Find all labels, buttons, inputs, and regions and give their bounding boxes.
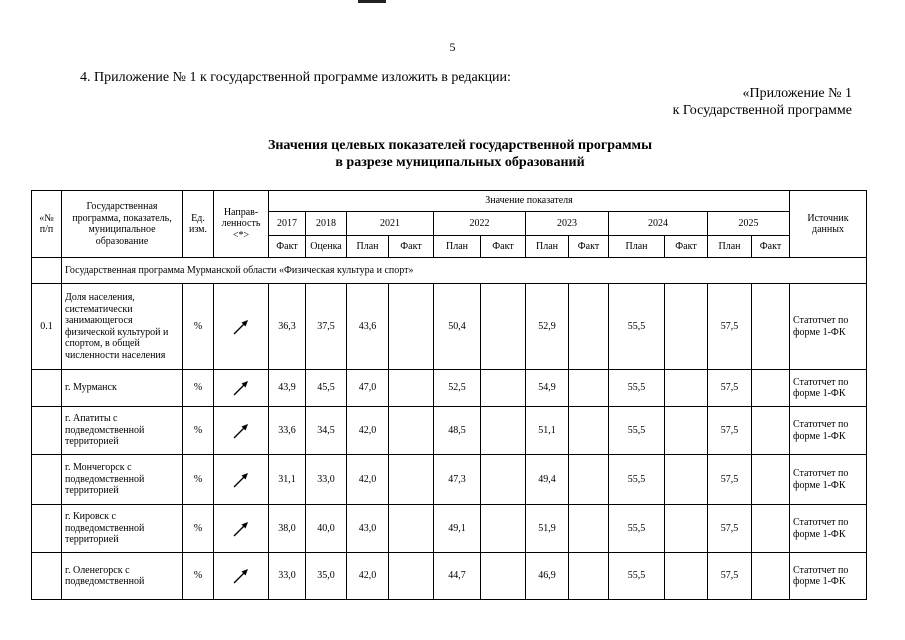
row-name: г. Кировск с подведомственной территорией: [62, 505, 183, 553]
header-sub: Факт: [269, 236, 306, 258]
header-source: Источник данных: [790, 191, 867, 258]
row-num: [32, 455, 62, 505]
header-year: 2025: [708, 212, 790, 236]
row-unit: %: [183, 455, 214, 505]
row-direction: [214, 505, 269, 553]
row-value: [752, 284, 790, 370]
up-right-arrow-icon: [231, 520, 251, 538]
row-source: Статотчет по форме 1-ФК: [790, 553, 867, 600]
header-row-1: [32, 191, 867, 212]
table-row: [32, 407, 867, 455]
header-sub: Факт: [389, 236, 434, 258]
row-value: 36,3: [269, 284, 306, 370]
row-name: г. Оленегорск с подведомственной: [62, 553, 183, 600]
row-value: 52,5: [434, 370, 481, 407]
row-value: [569, 407, 609, 455]
intro-text: 4. Приложение № 1 к государственной программе изложить в редакции:: [80, 70, 511, 85]
row-source: Статотчет по форме 1-ФК: [790, 370, 867, 407]
row-value: 55,5: [609, 370, 665, 407]
row-value: 49,1: [434, 505, 481, 553]
row-direction: [214, 284, 269, 370]
row-value: [752, 455, 790, 505]
row-value: 33,6: [269, 407, 306, 455]
header-sub: Факт: [481, 236, 526, 258]
row-value: [481, 370, 526, 407]
row-source: Статотчет по форме 1-ФК: [790, 505, 867, 553]
row-value: 46,9: [526, 553, 569, 600]
row-source: Статотчет по форме 1-ФК: [790, 455, 867, 505]
row-value: 57,5: [708, 455, 752, 505]
row-value: 47,3: [434, 455, 481, 505]
header-sub: План: [434, 236, 481, 258]
table-row: [32, 505, 867, 553]
row-num: [32, 370, 62, 407]
header-year: 2022: [434, 212, 526, 236]
table-row: [32, 370, 867, 407]
row-value: [665, 284, 708, 370]
row-value: [752, 407, 790, 455]
row-num: [32, 505, 62, 553]
row-source: Статотчет по форме 1-ФК: [790, 284, 867, 370]
row-value: [665, 455, 708, 505]
up-right-arrow-icon: [231, 567, 251, 585]
table-row: [32, 284, 867, 370]
row-num: [32, 407, 62, 455]
row-value: [389, 553, 434, 600]
up-right-arrow-icon: [231, 318, 251, 336]
header-unit: Ед. изм.: [183, 191, 214, 258]
row-value: 57,5: [708, 407, 752, 455]
row-value: [481, 407, 526, 455]
row-value: 38,0: [269, 505, 306, 553]
row-value: 55,5: [609, 407, 665, 455]
row-value: 57,5: [708, 370, 752, 407]
row-value: 37,5: [306, 284, 347, 370]
row-value: 47,0: [347, 370, 389, 407]
header-sub: Оценка: [306, 236, 347, 258]
row-value: [569, 455, 609, 505]
row-value: [752, 505, 790, 553]
table-title-line2: в разрезе муниципальных образований: [335, 155, 585, 170]
row-name: г. Апатиты с подведомственной территорией: [62, 407, 183, 455]
row-name: г. Мончегорск с подведомственной территорией: [62, 455, 183, 505]
row-value: 55,5: [609, 505, 665, 553]
row-direction: [214, 553, 269, 600]
row-value: 43,0: [347, 505, 389, 553]
row-direction: [214, 455, 269, 505]
row-name: г. Мурманск: [62, 370, 183, 407]
row-value: [389, 284, 434, 370]
header-year: 2017: [269, 212, 306, 236]
header-sub: План: [347, 236, 389, 258]
header-direction: Направ-ленность <*>: [214, 191, 269, 258]
row-value: 40,0: [306, 505, 347, 553]
row-value: 55,5: [609, 284, 665, 370]
row-value: [481, 455, 526, 505]
row-value: [665, 370, 708, 407]
row-value: 50,4: [434, 284, 481, 370]
row-value: [389, 505, 434, 553]
row-value: [389, 455, 434, 505]
row-value: 51,9: [526, 505, 569, 553]
header-value-group: Значение показателя: [269, 191, 790, 212]
row-value: [481, 505, 526, 553]
row-value: [569, 284, 609, 370]
header-year: 2021: [347, 212, 434, 236]
row-value: 43,9: [269, 370, 306, 407]
row-value: 51,1: [526, 407, 569, 455]
row-value: 43,6: [347, 284, 389, 370]
row-value: 44,7: [434, 553, 481, 600]
header-num: «№ п/п: [32, 191, 62, 258]
row-value: 55,5: [609, 455, 665, 505]
row-source: Статотчет по форме 1-ФК: [790, 407, 867, 455]
row-value: [389, 370, 434, 407]
row-value: [569, 553, 609, 600]
row-value: [665, 407, 708, 455]
row-name: Доля населения, систематически занимающегося физической культурой и спортом, в общей численности населения: [62, 284, 183, 370]
row-value: 57,5: [708, 505, 752, 553]
row-value: 55,5: [609, 553, 665, 600]
row-value: [481, 553, 526, 600]
table-title-line1: Значения целевых показателей государственной программы: [267, 138, 653, 153]
row-value: 49,4: [526, 455, 569, 505]
row-value: [569, 370, 609, 407]
header-sub: Факт: [569, 236, 609, 258]
row-value: [569, 505, 609, 553]
row-value: 57,5: [708, 284, 752, 370]
up-right-arrow-icon: [231, 379, 251, 397]
row-value: [665, 553, 708, 600]
row-value: 33,0: [269, 553, 306, 600]
row-unit: %: [183, 553, 214, 600]
row-value: 54,9: [526, 370, 569, 407]
appendix-sublabel: к Государственной программе: [672, 103, 852, 118]
row-value: 52,9: [526, 284, 569, 370]
header-sub: План: [526, 236, 569, 258]
row-value: [481, 284, 526, 370]
row-value: 42,0: [347, 553, 389, 600]
row-unit: %: [183, 284, 214, 370]
row-value: [752, 553, 790, 600]
program-title: Государственная программа Мурманской области «Физическая культура и спорт»: [62, 258, 867, 284]
row-value: 34,5: [306, 407, 347, 455]
header-year: 2018: [306, 212, 347, 236]
row-num: [32, 553, 62, 600]
row-value: 45,5: [306, 370, 347, 407]
row-value: 31,1: [269, 455, 306, 505]
header-name: Государственная программа, показатель, муниципальное образование: [62, 191, 183, 258]
top-edge-mark: [358, 0, 386, 3]
header-sub: План: [609, 236, 665, 258]
row-num: 0.1: [32, 284, 62, 370]
header-year: 2023: [526, 212, 609, 236]
row-direction: [214, 407, 269, 455]
row-value: 35,0: [306, 553, 347, 600]
program-row: [32, 258, 867, 284]
up-right-arrow-icon: [231, 471, 251, 489]
row-unit: %: [183, 407, 214, 455]
page-number: 5: [449, 40, 456, 54]
header-sub: План: [708, 236, 752, 258]
row-value: 42,0: [347, 407, 389, 455]
row-value: [665, 505, 708, 553]
up-right-arrow-icon: [231, 422, 251, 440]
row-value: 42,0: [347, 455, 389, 505]
header-sub: Факт: [665, 236, 708, 258]
header-sub: Факт: [752, 236, 790, 258]
row-direction: [214, 370, 269, 407]
row-unit: %: [183, 370, 214, 407]
row-value: 33,0: [306, 455, 347, 505]
table-row: [32, 455, 867, 505]
row-value: 57,5: [708, 553, 752, 600]
row-value: [389, 407, 434, 455]
table-row: [32, 553, 867, 600]
header-year: 2024: [609, 212, 708, 236]
indicators-table: [31, 190, 867, 600]
row-value: [752, 370, 790, 407]
row-unit: %: [183, 505, 214, 553]
appendix-label: «Приложение № 1: [742, 86, 852, 101]
row-value: 48,5: [434, 407, 481, 455]
